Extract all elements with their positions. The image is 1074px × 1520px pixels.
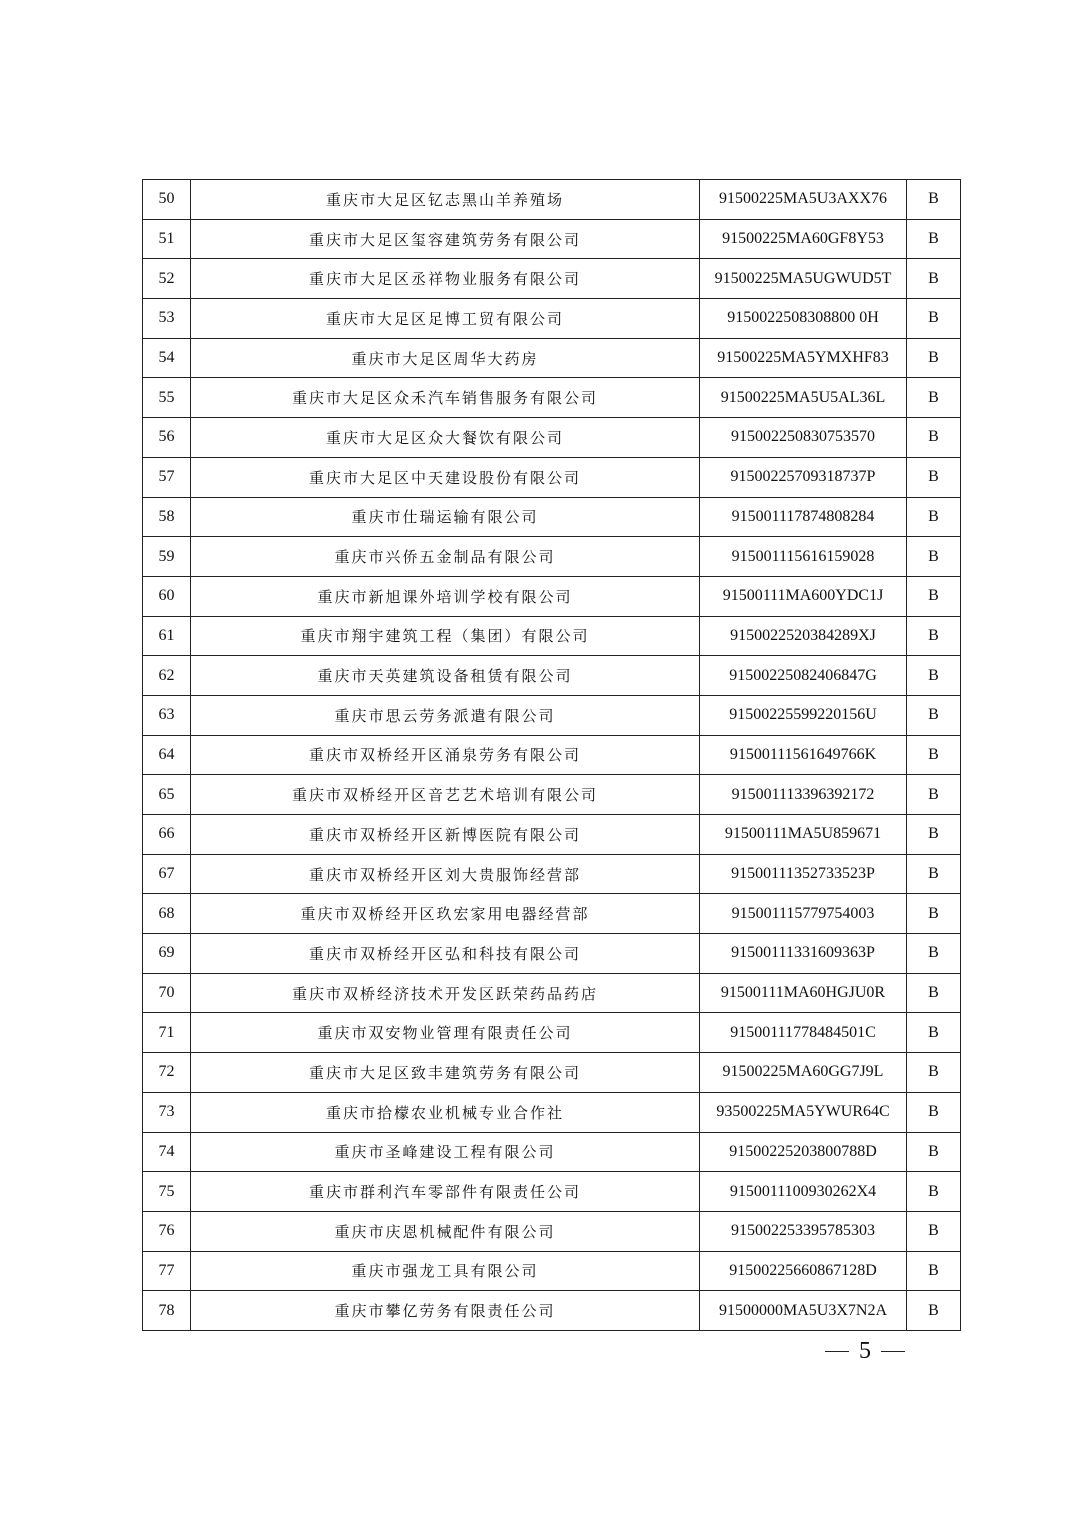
table-row — [143, 576, 961, 616]
row-number: 77 — [143, 1251, 191, 1291]
table-row — [143, 735, 961, 775]
credit-code: 91500111MA5U859671 — [700, 815, 907, 855]
row-number: 78 — [143, 1291, 191, 1331]
company-name: 重庆市强龙工具有限公司 — [191, 1251, 700, 1291]
company-name: 重庆市双桥经开区弘和科技有限公司 — [191, 934, 700, 974]
credit-grade: B — [907, 616, 961, 656]
credit-code: 93500225MA5YWUR64C — [700, 1092, 907, 1132]
row-number: 54 — [143, 338, 191, 378]
company-name: 重庆市大足区足博工贸有限公司 — [191, 299, 700, 339]
row-number: 64 — [143, 735, 191, 775]
credit-grade: B — [907, 1211, 961, 1251]
credit-code: 915002250830753570 — [700, 418, 907, 458]
company-name: 重庆市双安物业管理有限责任公司 — [191, 1013, 700, 1053]
table-row — [143, 815, 961, 855]
credit-grade: B — [907, 1251, 961, 1291]
page-number — [825, 1338, 905, 1365]
credit-code: 91500000MA5U3X7N2A — [700, 1291, 907, 1331]
table-row — [143, 1053, 961, 1093]
table-row — [143, 973, 961, 1013]
credit-code: 91500225082406847G — [700, 656, 907, 696]
credit-code: 91500225MA5U3AXX76 — [700, 180, 907, 220]
company-name: 重庆市大足区玺容建筑劳务有限公司 — [191, 219, 700, 259]
company-name: 重庆市拾檬农业机械专业合作社 — [191, 1092, 700, 1132]
company-name: 重庆市大足区众大餐饮有限公司 — [191, 418, 700, 458]
company-name: 重庆市仕瑞运输有限公司 — [191, 497, 700, 537]
dash-right — [881, 1351, 905, 1353]
row-number: 57 — [143, 457, 191, 497]
credit-code: 91500111331609363P — [700, 934, 907, 974]
row-number: 59 — [143, 537, 191, 577]
company-name: 重庆市大足区钇志黑山羊养殖场 — [191, 180, 700, 220]
company-name: 重庆市双桥经开区新博医院有限公司 — [191, 815, 700, 855]
row-number: 71 — [143, 1013, 191, 1053]
company-name: 重庆市思云劳务派遣有限公司 — [191, 695, 700, 735]
credit-code: 91500225MA60GG7J9L — [700, 1053, 907, 1093]
table-row — [143, 1211, 961, 1251]
credit-grade: B — [907, 219, 961, 259]
row-number: 75 — [143, 1172, 191, 1212]
credit-code: 91500225203800788D — [700, 1132, 907, 1172]
table-row — [143, 497, 961, 537]
credit-grade: B — [907, 1132, 961, 1172]
credit-grade: B — [907, 934, 961, 974]
row-number: 70 — [143, 973, 191, 1013]
table-row — [143, 775, 961, 815]
row-number: 63 — [143, 695, 191, 735]
credit-code: 91500225660867128D — [700, 1251, 907, 1291]
credit-grade: B — [907, 815, 961, 855]
credit-grade: B — [907, 457, 961, 497]
credit-code: 91500225MA5UGWUD5T — [700, 259, 907, 299]
company-name: 重庆市双桥经开区玖宏家用电器经营部 — [191, 894, 700, 934]
table-row — [143, 656, 961, 696]
dash-left — [825, 1351, 849, 1353]
company-name: 重庆市群利汽车零部件有限责任公司 — [191, 1172, 700, 1212]
credit-code: 91500111352733523P — [700, 854, 907, 894]
table-row — [143, 1291, 961, 1331]
company-name: 重庆市大足区致丰建筑劳务有限公司 — [191, 1053, 700, 1093]
table-row — [143, 934, 961, 974]
credit-grade: B — [907, 1172, 961, 1212]
table-row — [143, 180, 961, 220]
credit-code: 91500111778484501C — [700, 1013, 907, 1053]
credit-code: 91500111561649766K — [700, 735, 907, 775]
table-row — [143, 1132, 961, 1172]
credit-grade: B — [907, 1013, 961, 1053]
credit-grade: B — [907, 378, 961, 418]
row-number: 74 — [143, 1132, 191, 1172]
table-row — [143, 894, 961, 934]
company-name: 重庆市双桥经开区刘大贵服饰经营部 — [191, 854, 700, 894]
page-number-value: 5 — [859, 1338, 871, 1364]
credit-grade: B — [907, 854, 961, 894]
table-row — [143, 378, 961, 418]
table-row — [143, 1092, 961, 1132]
company-name: 重庆市大足区中天建设股份有限公司 — [191, 457, 700, 497]
credit-grade: B — [907, 180, 961, 220]
company-name: 重庆市新旭课外培训学校有限公司 — [191, 576, 700, 616]
table-row — [143, 338, 961, 378]
row-number: 72 — [143, 1053, 191, 1093]
credit-code: 91500225MA5U5AL36L — [700, 378, 907, 418]
row-number: 66 — [143, 815, 191, 855]
company-name: 重庆市攀亿劳务有限责任公司 — [191, 1291, 700, 1331]
table-row — [143, 457, 961, 497]
credit-code: 915001117874808284 — [700, 497, 907, 537]
row-number: 60 — [143, 576, 191, 616]
credit-grade: B — [907, 1092, 961, 1132]
credit-code: 915002253395785303 — [700, 1211, 907, 1251]
table-body — [143, 180, 961, 1331]
credit-grade: B — [907, 656, 961, 696]
credit-grade: B — [907, 338, 961, 378]
table-row — [143, 1251, 961, 1291]
credit-code: 9150022520384289XJ — [700, 616, 907, 656]
credit-code: 915001113396392172 — [700, 775, 907, 815]
credit-grade: B — [907, 775, 961, 815]
table-row — [143, 219, 961, 259]
row-number: 55 — [143, 378, 191, 418]
row-number: 68 — [143, 894, 191, 934]
credit-grade: B — [907, 1291, 961, 1331]
row-number: 51 — [143, 219, 191, 259]
row-number: 61 — [143, 616, 191, 656]
company-name: 重庆市双桥经开区音艺艺术培训有限公司 — [191, 775, 700, 815]
credit-grade: B — [907, 973, 961, 1013]
credit-grade: B — [907, 894, 961, 934]
table-row — [143, 259, 961, 299]
credit-grade: B — [907, 299, 961, 339]
row-number: 73 — [143, 1092, 191, 1132]
row-number: 67 — [143, 854, 191, 894]
row-number: 62 — [143, 656, 191, 696]
credit-grade: B — [907, 259, 961, 299]
row-number: 53 — [143, 299, 191, 339]
credit-code: 9150011100930262X4 — [700, 1172, 907, 1212]
table-row — [143, 695, 961, 735]
table-row — [143, 1013, 961, 1053]
credit-code: 91500225599220156U — [700, 695, 907, 735]
company-name: 重庆市大足区丞祥物业服务有限公司 — [191, 259, 700, 299]
table-row — [143, 616, 961, 656]
company-name: 重庆市大足区众禾汽车销售服务有限公司 — [191, 378, 700, 418]
row-number: 58 — [143, 497, 191, 537]
credit-grade: B — [907, 497, 961, 537]
credit-code: 91500225709318737P — [700, 457, 907, 497]
credit-grade: B — [907, 576, 961, 616]
credit-grade: B — [907, 735, 961, 775]
company-name: 重庆市双桥经济技术开发区跃荣药品药店 — [191, 973, 700, 1013]
table-row — [143, 537, 961, 577]
row-number: 56 — [143, 418, 191, 458]
company-name: 重庆市天英建筑设备租赁有限公司 — [191, 656, 700, 696]
table-row — [143, 418, 961, 458]
company-name: 重庆市圣峰建设工程有限公司 — [191, 1132, 700, 1172]
credit-code: 91500111MA60HGJU0R — [700, 973, 907, 1013]
credit-code: 91500111MA600YDC1J — [700, 576, 907, 616]
row-number: 76 — [143, 1211, 191, 1251]
credit-grade: B — [907, 418, 961, 458]
row-number: 69 — [143, 934, 191, 974]
credit-code: 915001115616159028 — [700, 537, 907, 577]
credit-grade: B — [907, 537, 961, 577]
company-name: 重庆市大足区周华大药房 — [191, 338, 700, 378]
table-row — [143, 1172, 961, 1212]
credit-code: 91500225MA60GF8Y53 — [700, 219, 907, 259]
table-row — [143, 854, 961, 894]
row-number: 50 — [143, 180, 191, 220]
company-name: 重庆市兴侨五金制品有限公司 — [191, 537, 700, 577]
company-name: 重庆市双桥经开区涌泉劳务有限公司 — [191, 735, 700, 775]
credit-grade: B — [907, 1053, 961, 1093]
credit-code: 91500225MA5YMXHF83 — [700, 338, 907, 378]
company-name: 重庆市翔宇建筑工程（集团）有限公司 — [191, 616, 700, 656]
company-credit-table — [142, 179, 961, 1331]
table-row — [143, 299, 961, 339]
credit-code: 915001115779754003 — [700, 894, 907, 934]
row-number: 52 — [143, 259, 191, 299]
credit-code: 9150022508308800 0H — [700, 299, 907, 339]
row-number: 65 — [143, 775, 191, 815]
company-name: 重庆市庆恩机械配件有限公司 — [191, 1211, 700, 1251]
credit-grade: B — [907, 695, 961, 735]
